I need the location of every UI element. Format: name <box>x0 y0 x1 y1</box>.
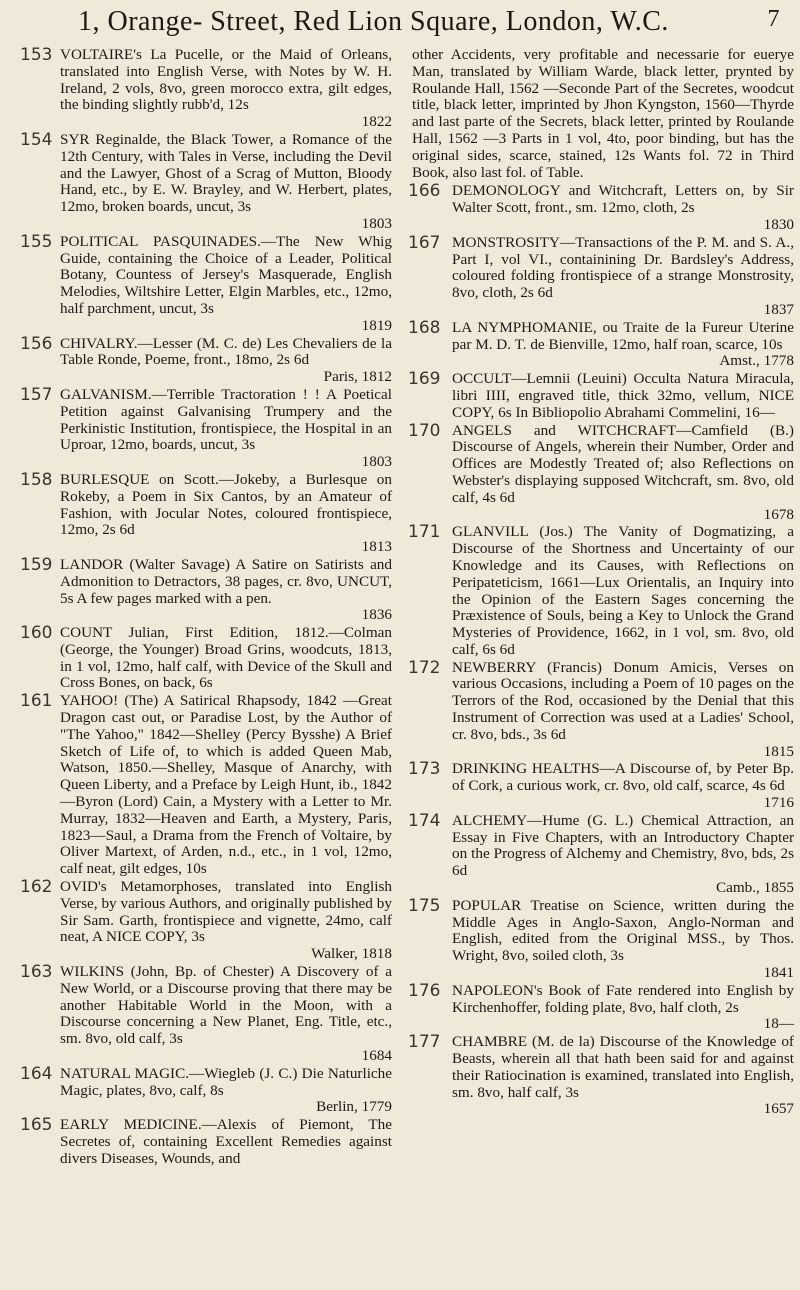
catalogue-entry <box>404 1034 794 1118</box>
entry-text: BURLESQUE on Scott.—Jokeby, a Burlesque on Rokeby, a Poem in Six Cantos, by an Amateur of Fashion, with Jocular Notes, coloured frontispiece, 12mo, 2s 6d <box>60 470 392 539</box>
catalogue-entry <box>404 895 794 982</box>
catalogue-entry <box>404 232 794 319</box>
catalogue-entry <box>12 554 392 624</box>
catalogue-entry <box>12 879 392 963</box>
lot-number: 171 <box>408 522 441 543</box>
lot-number: 167 <box>408 232 441 253</box>
catalogue-entry <box>12 384 392 471</box>
catalogue-entry <box>404 980 794 1033</box>
right-column <box>404 47 794 1119</box>
entry-date: Amst., 1778 <box>719 352 794 370</box>
entry-date: Berlin, 1779 <box>316 1098 392 1116</box>
entry-text: POLITICAL PASQUINADES.—The New Whig Guide, containing the Choice of a Leader, Political Botany, Countess of Jersey's Masquerade, English Melodies, Wiltshire Letter, Elgin Marbles, etc., 12mo, half parchment, uncut, 3s <box>60 232 392 317</box>
lot-number: 161 <box>20 691 53 712</box>
entry-text: CHAMBRE (M. de la) Discourse of the Knowledge of Beasts, wherein all that hath been said for and against their Ratiocination is examined, translated into English, sm. 8vo, half calf, 3s <box>452 1033 794 1101</box>
entry-text: GLANVILL (Jos.) The Vanity of Dogmatizing, a Discourse of the Shortness and Uncertainty of our Knowledge and its Causes, with Reflections on Peripateticism, 1661—Lux Orientalis, an Inquiry into the Opinion of the Eastern Sages concerning the Præxistence of Souls, being a Key to Unlock the Grand Mysteries of Providence, 1662, in 1 vol, sm. 8vo, old calf, 6s 6d <box>452 523 794 658</box>
page-header-title: 1, Orange- Street, Red Lion Square, London, W.C. <box>78 6 669 37</box>
catalogue-entry <box>404 761 794 811</box>
entry-date: 1813 <box>361 538 392 556</box>
catalogue-entry <box>404 317 794 370</box>
catalogue-entry <box>404 810 794 897</box>
catalogue-entry <box>404 657 794 761</box>
lot-number: 157 <box>20 384 53 405</box>
lot-number: 154 <box>20 129 53 150</box>
lot-number: 162 <box>20 877 53 898</box>
page-number: 7 <box>767 6 780 32</box>
lot-number: 166 <box>408 181 441 202</box>
catalogue-entry <box>12 47 392 131</box>
entry-date: 18— <box>763 1015 794 1033</box>
lot-number: 159 <box>20 554 53 575</box>
catalogue-entry <box>12 693 392 878</box>
entry-text: OCCULT—Lemnii (Leuini) Occulta Natura Miracula, libri IIII, engraved title, thick 32mo, vellum, NICE COPY, 6s In Bibliopolio Abrahami Commelini, 16— <box>452 370 794 421</box>
entry-text: NATURAL MAGIC.—Wiegleb (J. C.) Die Naturliche Magic, plates, 8vo, calf, 8s <box>60 1064 392 1099</box>
entry-date: Paris, 1812 <box>323 368 392 386</box>
entry-text: MONSTROSITY—Transactions of the P. M. and S. A., Part I, vol VI., containining Dr. Bardsley's Address, coloured folding frontispiece of a strange Monstrosity, 8vo, cloth, 2s 6d <box>452 233 794 302</box>
entry-text: DEMONOLOGY and Witchcraft, Letters on, by Sir Walter Scott, front., sm. 12mo, cloth, 2s <box>452 182 794 217</box>
entry-date: 1841 <box>763 964 794 982</box>
lot-number: 173 <box>408 759 441 780</box>
continued-entry-text: other Accidents, very profitable and necessarie for euerye Man, translated by William Warde, black letter, prynted by Roulande Hall, 1562 —Seconde Part of the Secretes, woodcut title, black letter, imprinted by Jhon Kyngston, 1560—Thyrde and last parte of the Secrets, black letter, printed by Roulande Hall, 1562 —3 Parts in 1 vol, 4to, poor binding, but has the original sides, scarce, stained, 12s Wants fol. 72 in Third Book, also last fol. of Table. <box>412 46 794 181</box>
entry-text: POPULAR Treatise on Science, written during the Middle Ages in Anglo-Saxon, Anglo-Norman and English, edited from the Original MSS., by Thos. Wright, 8vo, soiled cloth, 3s <box>452 896 794 965</box>
lot-number: 158 <box>20 469 53 490</box>
catalogue-entry <box>12 129 392 233</box>
right-column-entries <box>404 183 794 1118</box>
catalogue-entry <box>12 625 392 692</box>
entry-date: 1803 <box>361 214 392 232</box>
left-column <box>12 47 392 1169</box>
entry-date: 1678 <box>763 505 794 523</box>
entry-date: 1830 <box>763 215 794 233</box>
lot-number: 174 <box>408 810 441 831</box>
entry-date: Walker, 1818 <box>311 945 392 963</box>
entry-text: ALCHEMY—Hume (G. L.) Chemical Attraction, an Essay in Five Chapters, with an Introductory Chapter on the Progress of Alchemy and Chemistry, 8vo, bds, 2s 6d <box>452 811 794 880</box>
entry-date: 1815 <box>763 742 794 760</box>
entry-text: NEWBERRY (Francis) Donum Amicis, Verses on various Occasions, including a Poem of 10 pages on the Terrors of the Rod, occasioned by the Denial that this Instrument of Correction was used at a Ladies' School, cr. 8vo, bds., 3s 6d <box>452 658 794 743</box>
lot-number: 165 <box>20 1115 53 1136</box>
entry-date: 1836 <box>361 606 392 624</box>
entry-date: 1819 <box>361 316 392 334</box>
entry-text: SYR Reginalde, the Black Tower, a Romance of the 12th Century, with Tales in Verse, including the Devil and the Lawyer, Ghost of a Scrag of Mutton, Bloody Hand, etc., by E. W. Brayley, and W. Herbert, plates, 12mo, broken boards, uncut, 3s <box>60 130 392 216</box>
catalogue-entry <box>404 524 794 658</box>
page-header <box>0 0 800 50</box>
lot-number: 163 <box>20 962 53 983</box>
entry-text: WILKINS (John, Bp. of Chester) A Discovery of a New World, or a Discourse proving that there may be another Habitable World in the Moon, with a Discourse concerning a New Planet, Eng. Title, etc., sm. 8vo, old calf, 3s <box>60 963 392 1048</box>
catalogue-entry <box>404 183 794 233</box>
entry-text: LA NYMPHOMANIE, ou Traite de la Fureur Uterine par M. D. T. de Bienville, 12mo, half roan, scarce, 10s <box>452 318 794 353</box>
entry-date: 1657 <box>763 1100 794 1118</box>
lot-number: 172 <box>408 657 441 678</box>
lot-number: 176 <box>408 980 441 1001</box>
catalogue-entry <box>404 420 794 524</box>
lot-number: 153 <box>20 45 53 65</box>
lot-number: 175 <box>408 895 441 916</box>
entry-text: EARLY MEDICINE.—Alexis of Piemont, The Secretes of, containing Excellent Remedies against divers Diseases, Wounds, and <box>60 1116 392 1167</box>
entry-text: VOLTAIRE's La Pucelle, or the Maid of Orleans, translated into English Verse, with Notes by W. H. Ireland, 2 vols, 8vo, green morocco extra, gilt edges, the binding slightly rubb'd, 12s <box>60 46 392 114</box>
catalogue-entry <box>12 469 392 556</box>
entry-date: 1837 <box>763 300 794 318</box>
catalogue-entry <box>404 371 794 421</box>
lot-number: 160 <box>20 623 53 644</box>
lot-number: 168 <box>408 317 441 338</box>
catalogue-entry <box>12 1063 392 1116</box>
entry-text: ANGELS and WITCHCRAFT—Camfield (B.) Discourse of Angels, wherein their Number, Order and Offices are Modestly Treated of; also Reflections on Webster's displaying supposed Witchcraft, sm. 8vo, old calf, 4s 6d <box>452 421 794 506</box>
entry-text: NAPOLEON's Book of Fate rendered into English by Kirchenhoffer, folding plate, 8vo, half cloth, 2s <box>452 981 794 1016</box>
catalogue-entry <box>12 1117 392 1167</box>
lot-number: 169 <box>408 369 441 390</box>
entry-date: 1803 <box>361 453 392 471</box>
entry-text: GALVANISM.—Terrible Tractoration ! ! A Poetical Petition against Galvanising Trumpery and the Perkinistic Institution, frontispiece, the Hospital in an Uproar, 12mo, boards, uncut, 3s <box>60 385 392 454</box>
catalogue-entry <box>12 333 392 386</box>
lot-number: 155 <box>20 231 53 252</box>
entry-text: COUNT Julian, First Edition, 1812.—Colman (George, the Younger) Broad Grins, woodcuts, 1813, in 1 vol, 12mo, half calf, with Device of the Skull and Cross Bones, on back, 6s <box>60 624 392 692</box>
entry-text: OVID's Metamorphoses, translated into English Verse, by various Authors, and originally published by Sir Sam. Garth, frontispiece and vignette, 24mo, calf neat, A NICE COPY, 3s <box>60 878 392 946</box>
lot-number: 177 <box>408 1032 441 1053</box>
entry-date: 1684 <box>361 1047 392 1065</box>
lot-number: 170 <box>408 420 441 441</box>
entry-text: YAHOO! (The) A Satirical Rhapsody, 1842 —Great Dragon cast out, or Paradise Lost, by the Author of "The Yahoo," 1842—Shelley (Percy Bysshe) A Brief Sketch of Life of, to which is added Queen Mab, Watson, 1850.—Shelley, Masque of Anarchy, with Queen Liberty, and a Preface by Leigh Hunt, ib., 1842—Byron (Lord) Cain, a Mystery with a Letter to Mr. Murray, 1832—Heaven and Earth, a Mystery, Paris, 1823—Saul, a Drama from the French of Voltaire, by Oliver Martext, of Arden, n.d., etc., in 1 vol, 12mo, calf neat, gilt edges, 10s <box>60 692 392 878</box>
entry-date: 1716 <box>763 794 794 812</box>
entry-date: 1822 <box>361 113 392 131</box>
entry-date: Camb., 1855 <box>715 879 794 897</box>
lot-number: 156 <box>20 333 53 354</box>
entry-text: CHIVALRY.—Lesser (M. C. de) Les Chevaliers de la Table Ronde, Poeme, front., 18mo, 2s 6d <box>60 334 392 369</box>
catalogue-entry <box>12 231 392 335</box>
lot-number: 164 <box>20 1063 53 1084</box>
entry-text: DRINKING HEALTHS—A Discourse of, by Peter Bp. of Cork, a curious work, cr. 8vo, old calf, scarce, 4s 6d <box>452 760 794 795</box>
entry-text: LANDOR (Walter Savage) A Satire on Satirists and Admonition to Detractors, 38 pages, cr. 8vo, UNCUT, 5s A few pages marked with a pen. <box>60 555 392 607</box>
catalogue-entry <box>12 964 392 1065</box>
